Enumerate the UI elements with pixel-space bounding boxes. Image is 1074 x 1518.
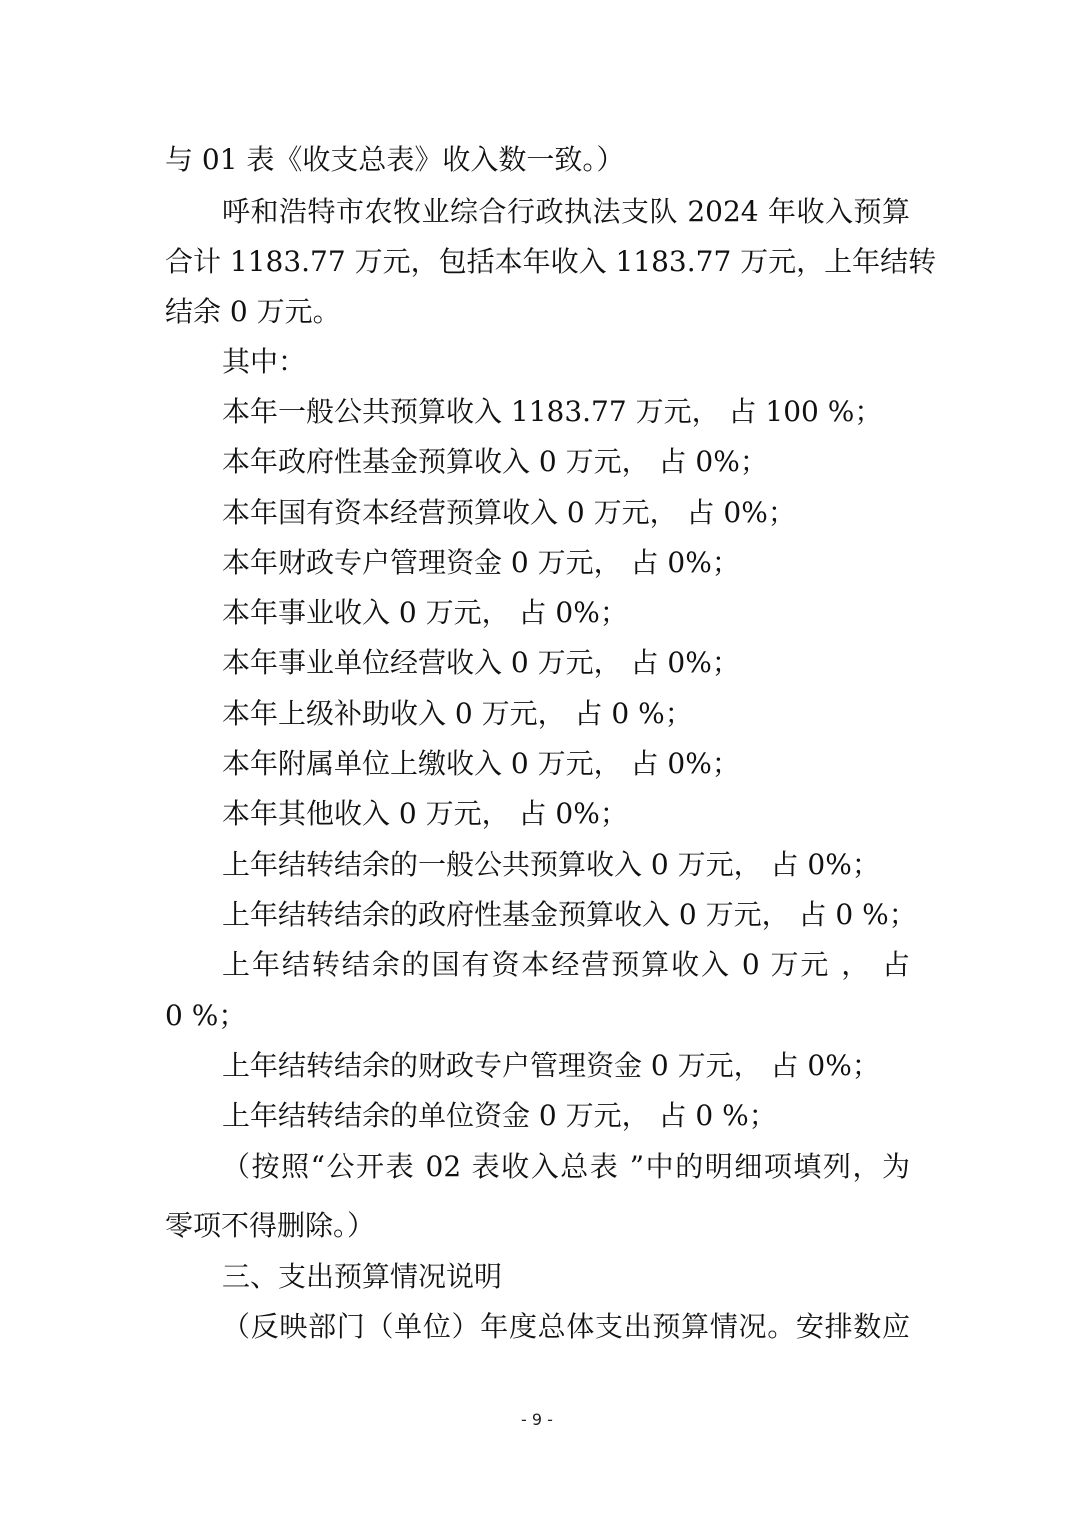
page-number: - 9 - [521,1410,553,1429]
text-line-19: 上年结转结余的财政专户管理资金 0 万元， 占 0%； [222,1049,880,1082]
text-line-17: 上年结转结余的国有资本经营预算收入 0 万元 ， 占 [222,948,910,981]
text-line-16: 上年结转结余的政府性基金预算收入 0 万元， 占 0 %； [222,898,917,931]
text-line-8: 本年国有资本经营预算收入 0 万元， 占 0%； [222,496,796,529]
text-line-9: 本年财政专户管理资金 0 万元， 占 0%； [222,546,740,579]
text-line-12: 本年上级补助收入 0 万元， 占 0 %； [222,697,693,730]
text-line-10: 本年事业收入 0 万元， 占 0%； [222,596,628,629]
text-line-4: 结余 0 万元。 [165,295,341,328]
text-line-6: 本年一般公共预算收入 1183.77 万元， 占 100 %； [222,395,883,428]
text-line-1: 与 01 表《收支总表》收入数一致。） [165,143,625,176]
text-line-21: （按照“公开表 02 表收入总表 ”中的明细项填列，为 [222,1150,910,1183]
text-line-15: 上年结转结余的一般公共预算收入 0 万元， 占 0%； [222,848,880,881]
text-line-2: 呼和浩特市农牧业综合行政执法支队 2024 年收入预算 [222,195,910,228]
text-line-22: 零项不得删除。） [165,1209,376,1242]
section-heading-3: 三、支出预算情况说明 [222,1260,503,1293]
text-line-18: 0 %； [165,999,247,1032]
text-line-5: 其中： [222,345,307,378]
text-line-7: 本年政府性基金预算收入 0 万元， 占 0%； [222,445,768,478]
text-line-14: 本年其他收入 0 万元， 占 0%； [222,797,628,830]
text-line-13: 本年附属单位上缴收入 0 万元， 占 0%； [222,747,740,780]
text-line-20: 上年结转结余的单位资金 0 万元， 占 0 %； [222,1099,777,1132]
text-line-11: 本年事业单位经营收入 0 万元， 占 0%； [222,646,740,679]
text-line-3: 合计 1183.77 万元，包括本年收入 1183.77 万元，上年结转 [165,245,937,278]
text-line-24: （反映部门（单位）年度总体支出预算情况。安排数应 [222,1310,910,1343]
